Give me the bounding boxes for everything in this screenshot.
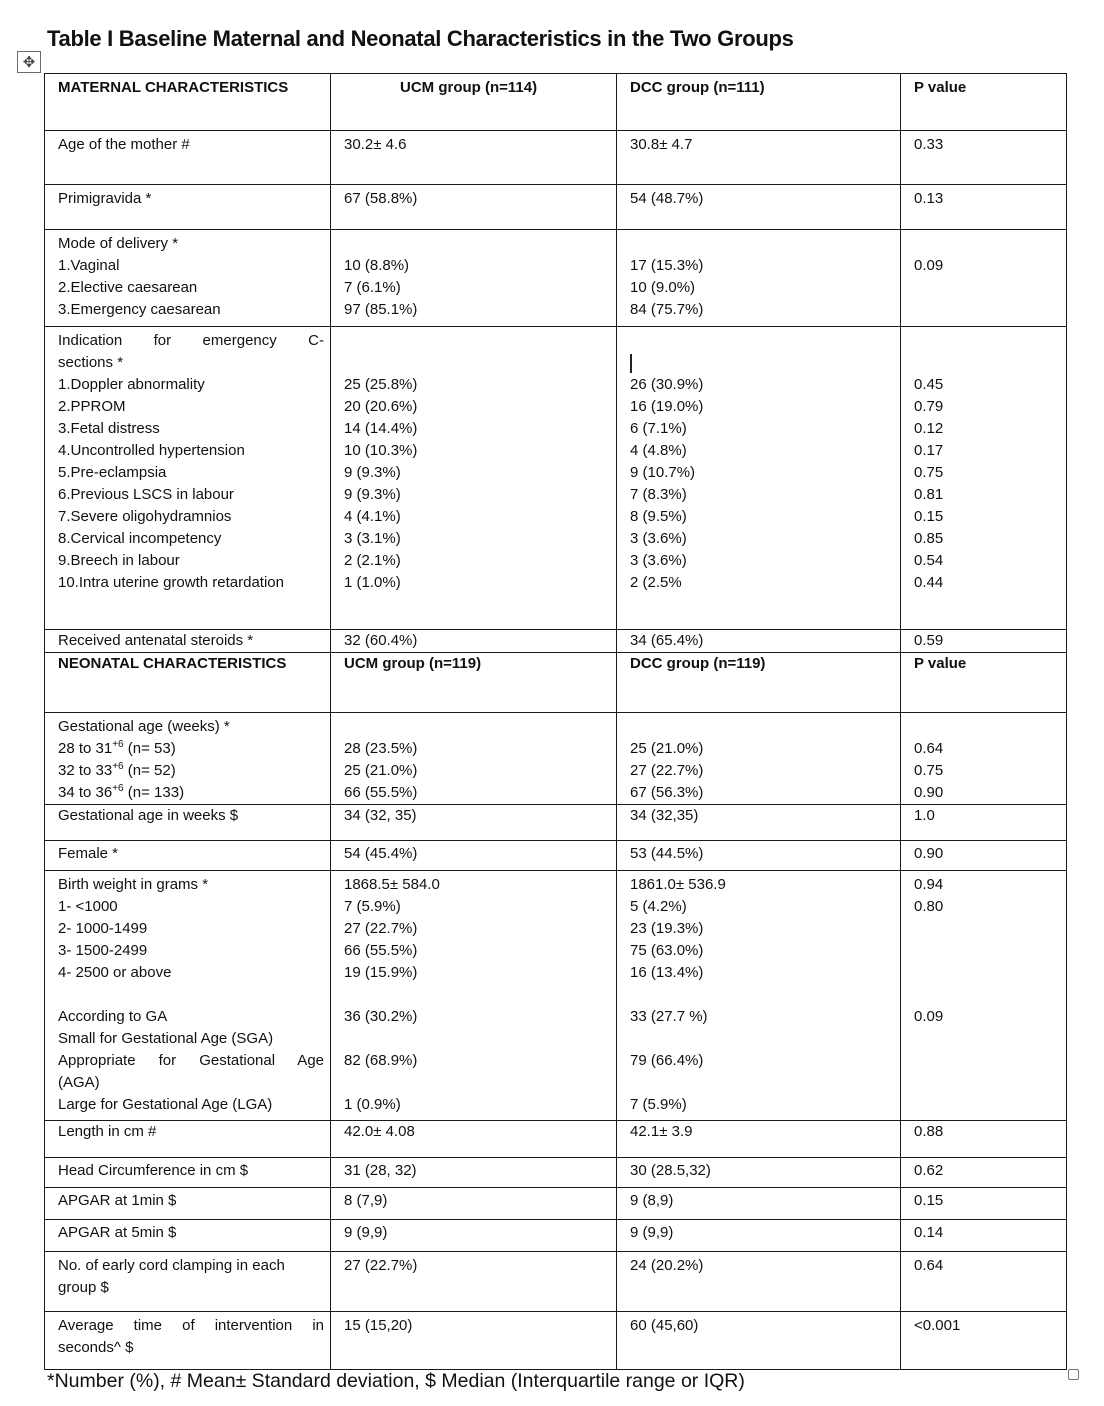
ucm-value: 67 (58.8%) [331,185,617,230]
dcc-value: 42.1± 3.9 [617,1121,901,1158]
table-row [45,1188,1067,1220]
dcc-value: 30.8± 4.7 [617,131,901,185]
ucm-value: 15 (15,20) [331,1312,617,1370]
p-value: 0.62 [901,1158,1067,1188]
row-label: Average time of intervention in seconds^ $ [45,1312,331,1370]
row-label: Birth weight in grams * 1- <1000 2- 1000-1499 3- 1500-2499 4- 2500 or above According to GA Small for Gestational Age (SGA) Appropriate for Gestational Age (AGA) Large for Gestational Age (LGA) [45,871,331,1121]
dcc-value: 17 (15.3%) 10 (9.0%) 84 (75.7%) [617,230,901,327]
table-row [45,871,1067,1121]
row-label: Gestational age (weeks) * 28 to $31^{+6}$ (n= 53) 32 to $33^{+6}$ (n= 52) 34 to $36^{+6}$ (n= 133) [45,713,331,805]
dcc-value: 53 (44.5%) [617,841,901,871]
table-row [45,230,1067,327]
ucm-value: 27 (22.7%) [331,1252,617,1312]
row-label: Gestational age in weeks $ [45,805,331,841]
p-value: 0.94 0.80 0.09 [901,871,1067,1121]
dcc-value: 54 (48.7%) [617,185,901,230]
dcc-value: 9 (9,9) [617,1220,901,1252]
p-value: 0.88 [901,1121,1067,1158]
p-value: 0.33 [901,131,1067,185]
table-row [45,630,1067,653]
ucm-value: 31 (28, 32) [331,1158,617,1188]
p-value: 0.90 [901,841,1067,871]
row-label: APGAR at 5min $ [45,1220,331,1252]
neonatal-header-dcc: DCC group (n=119) [617,653,901,713]
p-value: 0.15 [901,1188,1067,1220]
p-value: 0.09 [901,230,1067,327]
p-value: 0.64 [901,1252,1067,1312]
p-value: 0.14 [901,1220,1067,1252]
p-value: 0.13 [901,185,1067,230]
maternal-header-p: P value [901,74,1067,131]
table-title: Table I Baseline Maternal and Neonatal Characteristics in the Two Groups [47,26,794,51]
ucm-value: 9 (9,9) [331,1220,617,1252]
table-row [45,1312,1067,1370]
maternal-header-label: MATERNAL CHARACTERISTICS [45,74,331,131]
neonatal-header-p: P value [901,653,1067,713]
ucm-value: 54 (45.4%) [331,841,617,871]
row-label: Age of the mother # [45,131,331,185]
table-row [45,1158,1067,1188]
maternal-header-ucm: UCM group (n=114) [331,74,617,131]
ucm-value: 10 (8.8%) 7 (6.1%) 97 (85.1%) [331,230,617,327]
dcc-value: 30 (28.5,32) [617,1158,901,1188]
dcc-value: 24 (20.2%) [617,1252,901,1312]
text-cursor [630,352,894,374]
neonatal-header-label: NEONATAL CHARACTERISTICS [45,653,331,713]
characteristics-table [44,73,1067,1370]
ucm-value: 8 (7,9) [331,1188,617,1220]
row-label: Head Circumference in cm $ [45,1158,331,1188]
row-label: APGAR at 1min $ [45,1188,331,1220]
ucm-value: 1868.5± 584.0 7 (5.9%) 27 (22.7%) 66 (55.5%) 19 (15.9%) 36 (30.2%) 82 (68.9%) 1 (0.9%) [331,871,617,1121]
row-label: Received antenatal steroids * [45,630,331,653]
ucm-value: 42.0± 4.08 [331,1121,617,1158]
table-row [45,327,1067,630]
dcc-value: 34 (32,35) [617,805,901,841]
p-value: <0.001 [901,1312,1067,1370]
p-value: 0.45 0.79 0.12 0.17 0.75 0.81 0.15 0.85 0.54 0.44 [901,327,1067,630]
row-label: Primigravida * [45,185,331,230]
ucm-value: 30.2± 4.6 [331,131,617,185]
row-label: Female * [45,841,331,871]
maternal-header-dcc: DCC group (n=111) [617,74,901,131]
neonatal-header-ucm: UCM group (n=119) [331,653,617,713]
dcc-value: 26 (30.9%) 16 (19.0%) 6 (7.1%) 4 (4.8%) 9 (10.7%) 7 (8.3%) 8 (9.5%) 3 (3.6%) 3 (3.6%) 2 (2.5% [617,327,901,630]
table-row [45,131,1067,185]
p-value: 0.59 [901,630,1067,653]
table-row [45,841,1067,871]
move-icon[interactable]: ✥ [17,51,41,73]
table-row [45,185,1067,230]
neonatal-header-row [45,653,1067,713]
row-label: No. of early cord clamping in each group $ [45,1252,331,1312]
row-label: Mode of delivery * 1.Vaginal 2.Elective caesarean 3.Emergency caesarean [45,230,331,327]
row-label: Length in cm # [45,1121,331,1158]
table-row [45,1252,1067,1312]
table-row [45,805,1067,841]
p-value: 1.0 [901,805,1067,841]
row-label: Indication for emergency C- sections * 1.Doppler abnormality 2.PPROM 3.Fetal distress 4.Uncontrolled hypertension 5.Pre-eclampsia 6.Previous LSCS in labour 7.Severe oligohydramnios 8.Cervical incompetency 9.Breech in labour 10.Intra uterine growth retardation [45,327,331,630]
ucm-value: 28 (23.5%) 25 (21.0%) 66 (55.5%) [331,713,617,805]
table-row [45,1121,1067,1158]
table-footnote: *Number (%), # Mean± Standard deviation, $ Median (Interquartile range or IQR) [47,1370,745,1392]
resize-handle[interactable] [1068,1369,1079,1380]
dcc-value: 34 (65.4%) [617,630,901,653]
dcc-value: 60 (45,60) [617,1312,901,1370]
dcc-value: 1861.0± 536.9 5 (4.2%) 23 (19.3%) 75 (63.0%) 16 (13.4%) 33 (27.7 %) 79 (66.4%) 7 (5.9%) [617,871,901,1121]
dcc-value: 9 (8,9) [617,1188,901,1220]
table-row [45,713,1067,805]
ucm-value: 34 (32, 35) [331,805,617,841]
ucm-value: 25 (25.8%) 20 (20.6%) 14 (14.4%) 10 (10.3%) 9 (9.3%) 9 (9.3%) 4 (4.1%) 3 (3.1%) 2 (2.1%) 1 (1.0%) [331,327,617,630]
maternal-header-row [45,74,1067,131]
dcc-value: 25 (21.0%) 27 (22.7%) 67 (56.3%) [617,713,901,805]
ucm-value: 32 (60.4%) [331,630,617,653]
table-row [45,1220,1067,1252]
p-value: 0.64 0.75 0.90 [901,713,1067,805]
